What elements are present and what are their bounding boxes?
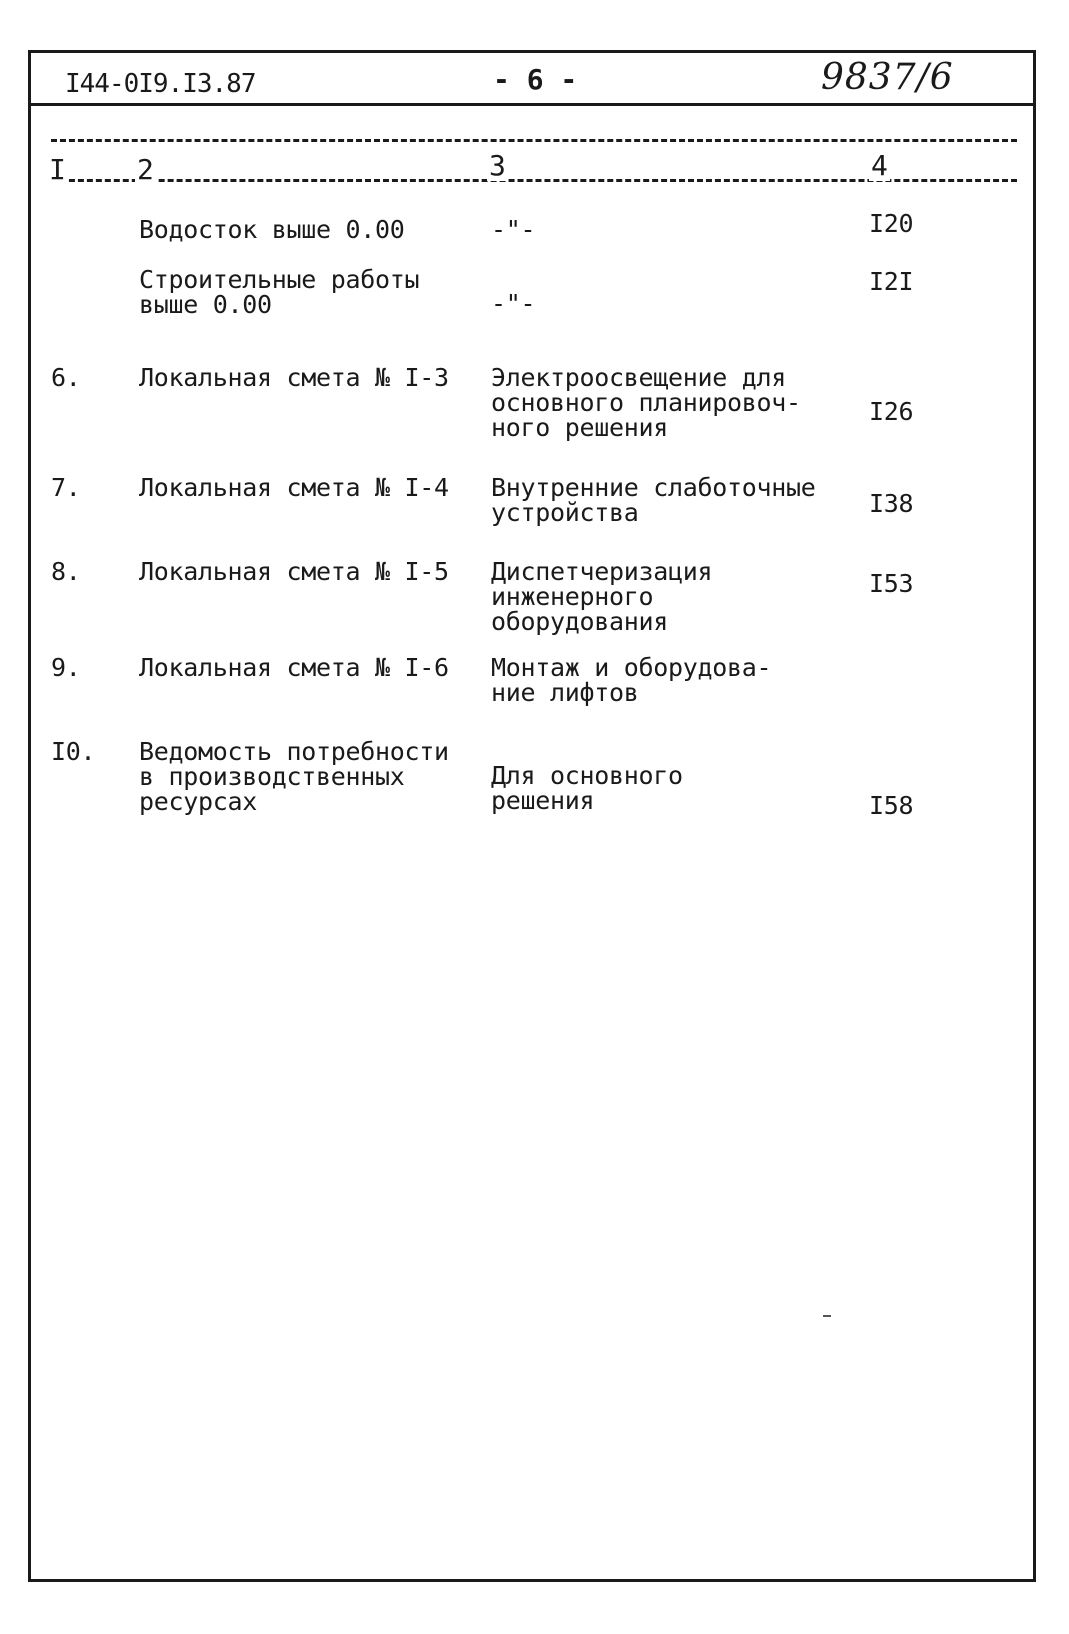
document-code: I44-0I9.I3.87 [65, 69, 256, 99]
header-divider [31, 103, 1033, 106]
row-page: I58 [869, 791, 914, 820]
row-number: 8. [51, 557, 81, 586]
column-number-1: I [49, 153, 66, 186]
document-frame [28, 50, 1036, 1582]
row-document: Строительные работы выше 0.00 [139, 265, 420, 319]
row-number: 6. [51, 363, 81, 392]
row-document: Ведомость потребности в производственных ресурсах [139, 737, 449, 816]
scan-mark [823, 1315, 831, 1317]
row-document: Локальная смета № I-3 [139, 363, 449, 392]
sheet-number: 9837/6 [821, 57, 954, 98]
table-top-rule [51, 139, 1017, 142]
row-document: Локальная смета № I-6 [139, 653, 449, 682]
row-number: 7. [51, 473, 81, 502]
row-description: Монтаж и оборудова- ние лифтов [491, 653, 772, 707]
row-number: 9. [51, 653, 81, 682]
column-number-2: 2 [137, 153, 154, 186]
row-document: Водосток выше 0.00 [139, 215, 405, 244]
row-description: Для основного решения [491, 761, 683, 815]
row-description: -"- [491, 289, 536, 318]
row-page: I26 [869, 397, 914, 426]
row-description: Диспетчеризация инженерного оборудования [491, 557, 713, 636]
row-page: I20 [869, 209, 914, 238]
row-description: -"- [491, 215, 536, 244]
row-page: I53 [869, 569, 914, 598]
row-description: Внутренние слаботочные устройства [491, 473, 816, 527]
column-number-3: 3 [489, 149, 506, 182]
page-number: - 6 - [493, 63, 578, 96]
row-page: I38 [869, 489, 914, 518]
row-number: I0. [51, 737, 96, 766]
row-page: I2I [869, 267, 914, 296]
row-document: Локальная смета № I-5 [139, 557, 449, 586]
row-description: Электроосвещение для основного планировоч- ного решения [491, 363, 801, 442]
column-number-4: 4 [871, 149, 888, 182]
row-document: Локальная смета № I-4 [139, 473, 449, 502]
